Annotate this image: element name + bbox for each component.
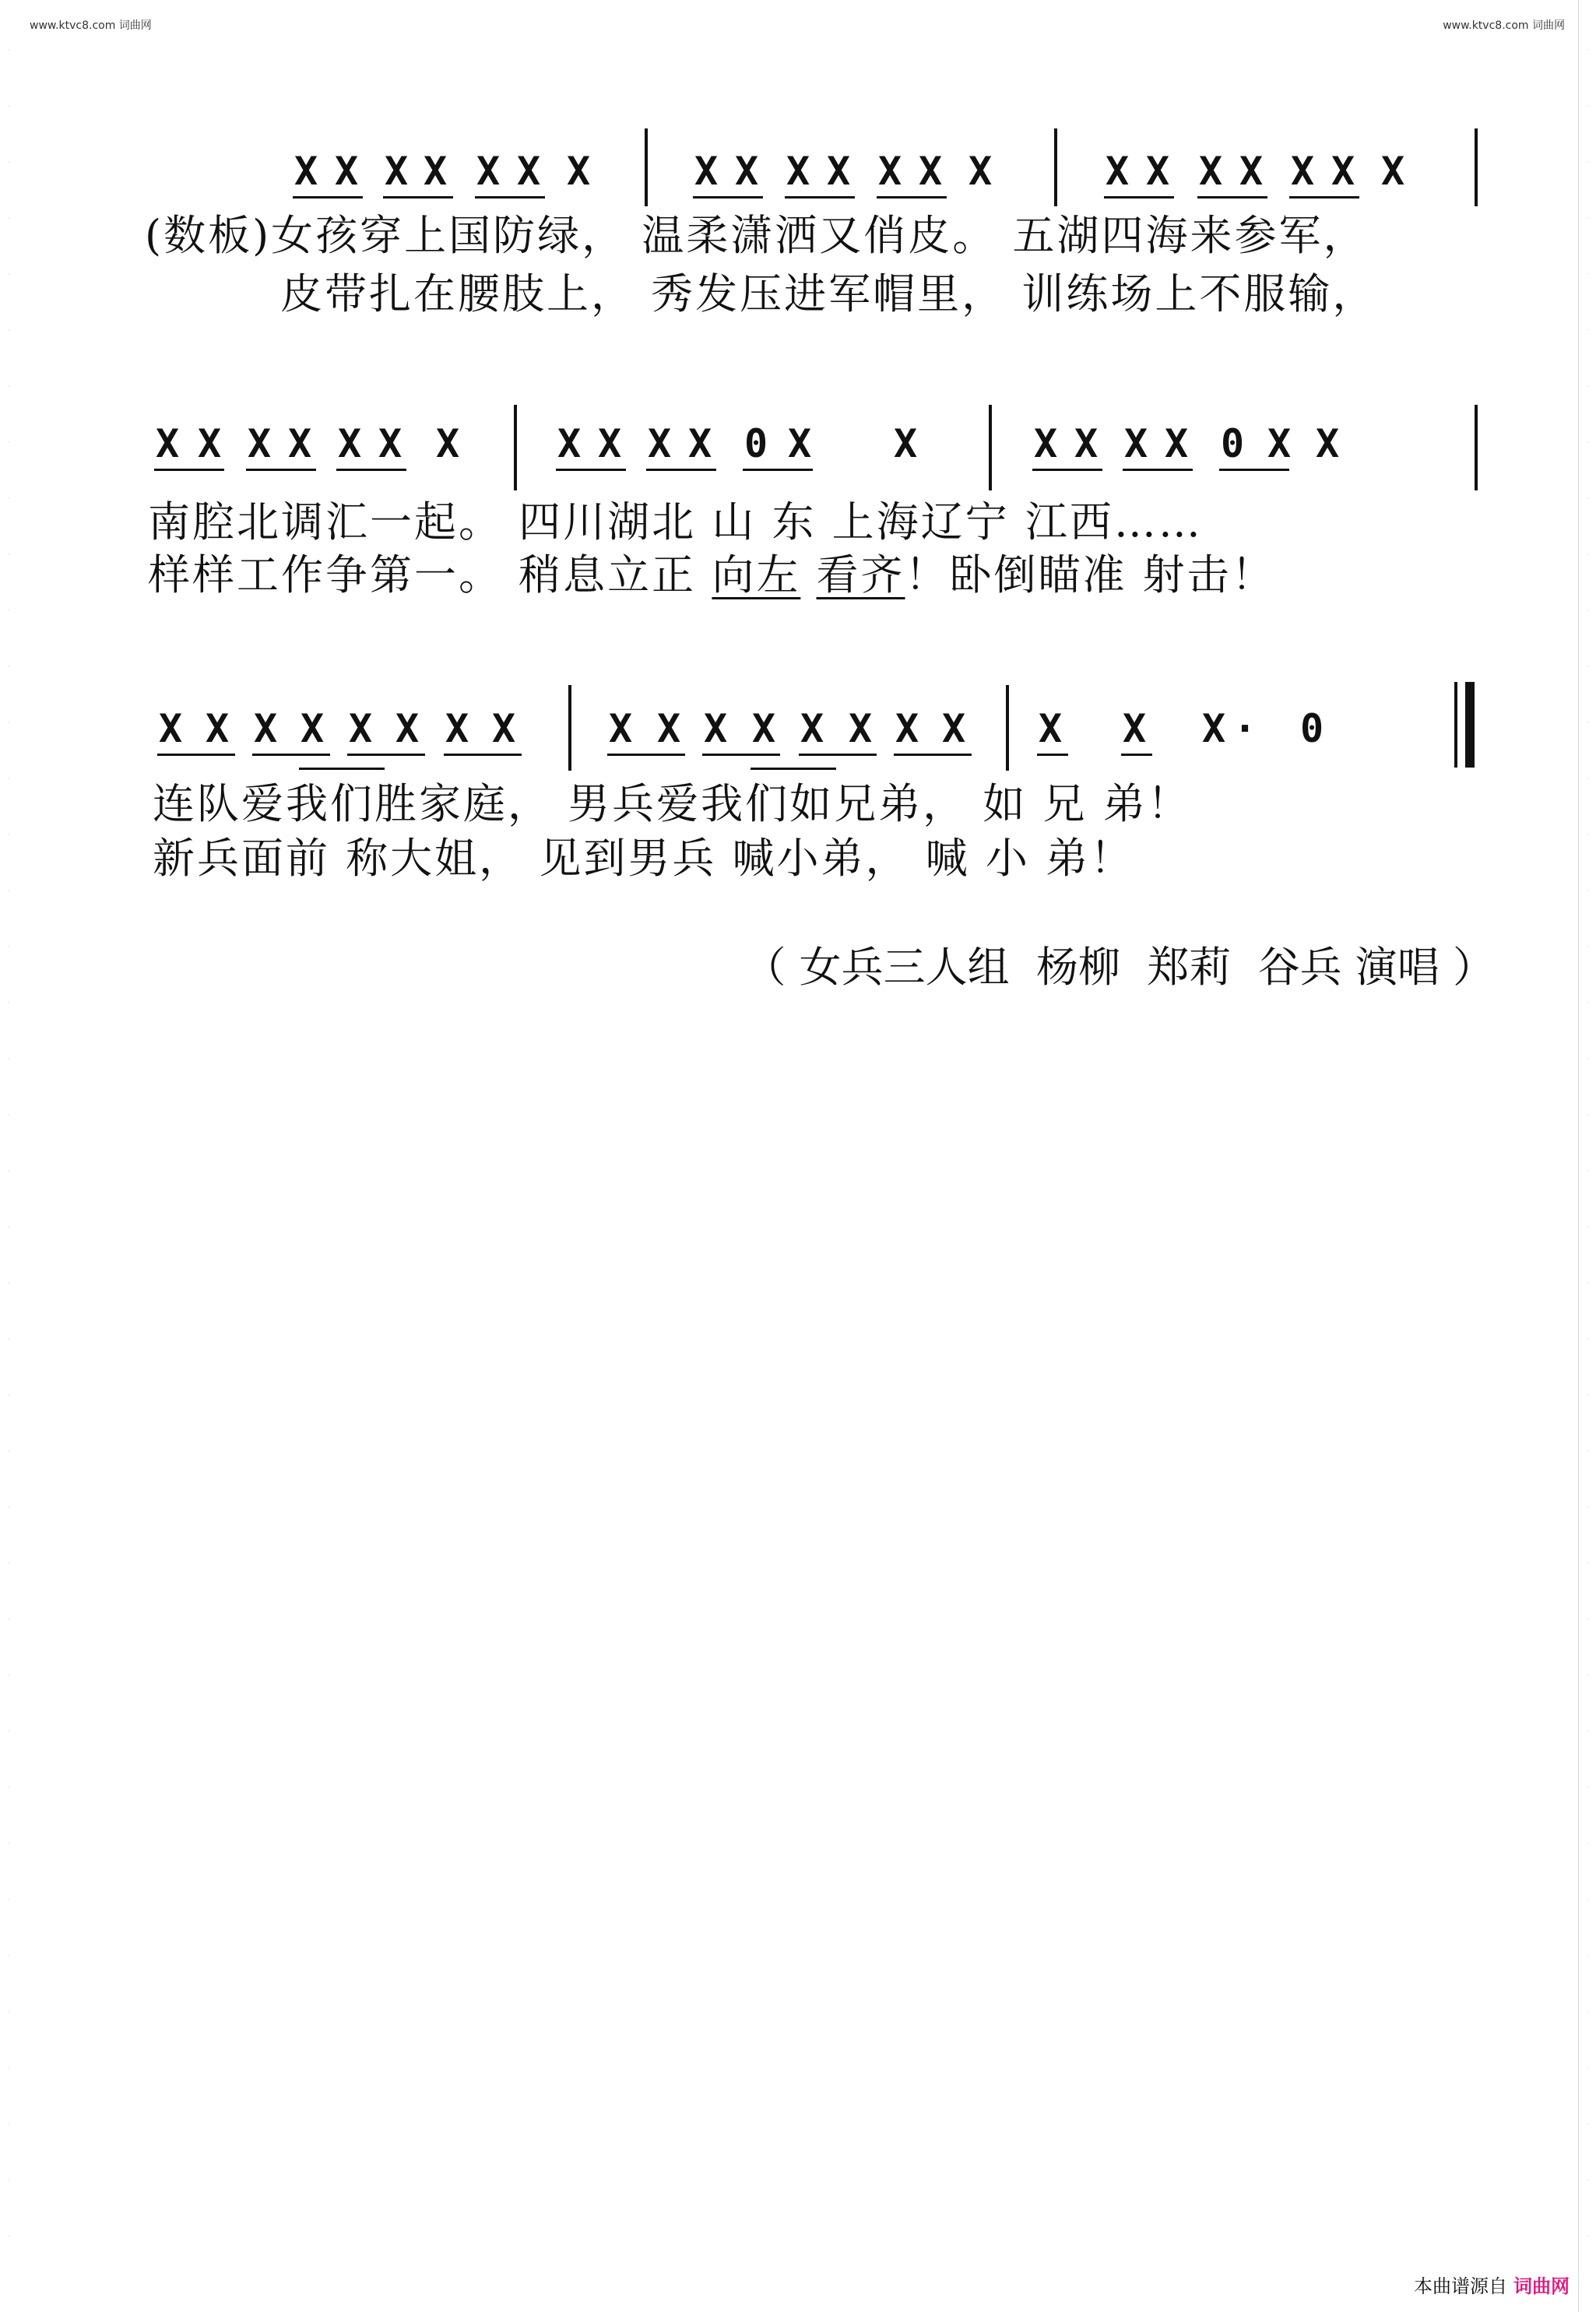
margin-watermark-mark: · <box>1586 1112 1589 1119</box>
margin-watermark-mark: · <box>1586 215 1589 223</box>
margin-watermark-mark: · <box>7 1560 10 1568</box>
margin-watermark-mark: · <box>7 2233 10 2240</box>
note: X <box>598 421 622 466</box>
lyric-line <box>148 550 1276 601</box>
margin-watermark-mark: · <box>1586 2008 1589 2016</box>
margin-watermark-mark: · <box>7 1952 10 1960</box>
margin-watermark-mark: · <box>7 2121 10 2128</box>
right-margin-watermark-strip <box>1582 47 1593 2265</box>
rest: 0 <box>1300 706 1324 751</box>
margin-watermark-mark: · <box>1586 1000 1589 1007</box>
note: X <box>1146 149 1170 194</box>
note: X <box>335 149 359 194</box>
margin-watermark-mark: · <box>7 1392 10 1400</box>
beam <box>475 196 545 199</box>
margin-watermark-mark: · <box>7 271 10 279</box>
margin-watermark-mark: · <box>1586 439 1589 447</box>
header-left-watermark: www.ktvc8.com 词曲网 <box>30 19 152 32</box>
margin-watermark-mark: · <box>7 327 10 335</box>
note: X <box>1202 706 1226 751</box>
right-edge-rule <box>1578 0 1579 2312</box>
margin-watermark-mark: · <box>1586 887 1589 895</box>
barline <box>1475 128 1478 206</box>
margin-watermark-mark: · <box>1586 2121 1589 2128</box>
note: X <box>156 421 180 466</box>
margin-watermark-mark: · <box>1586 383 1589 391</box>
margin-watermark-mark: · <box>7 1280 10 1288</box>
margin-watermark-mark: · <box>1586 1784 1589 1792</box>
margin-watermark-mark: · <box>7 1448 10 1456</box>
margin-watermark-mark: · <box>7 159 10 167</box>
note: X <box>436 421 460 466</box>
lyric-line: 南腔北调汇一起。 四川湖北 山 东 上海辽宁 江西…… <box>148 497 1203 546</box>
note: X <box>1124 421 1148 466</box>
beam <box>299 768 385 770</box>
margin-watermark-mark: · <box>7 383 10 391</box>
margin-watermark-mark: · <box>1586 1280 1589 1288</box>
margin-watermark-mark: · <box>1586 495 1589 503</box>
note: X <box>248 421 272 466</box>
beam <box>154 469 224 471</box>
note: X <box>288 421 312 466</box>
lyric-line: 新兵面前 称大姐， 见到男兵 喊小弟， 喊 小 弟！ <box>153 834 1134 883</box>
note: X <box>1316 421 1340 466</box>
margin-watermark-mark: · <box>1586 1336 1589 1344</box>
note: X <box>895 706 919 751</box>
note: X <box>349 706 373 751</box>
margin-watermark-mark: · <box>7 943 10 951</box>
final-barline-thin <box>1454 682 1457 768</box>
note: X <box>1034 421 1058 466</box>
beam <box>693 196 763 199</box>
note: X <box>752 706 776 751</box>
note: X <box>385 149 409 194</box>
margin-watermark-mark: · <box>1586 1168 1589 1175</box>
margin-watermark-mark: · <box>1586 1728 1589 1736</box>
margin-watermark-mark: · <box>7 2177 10 2184</box>
margin-watermark-mark: · <box>1586 1616 1589 1624</box>
margin-watermark-mark: · <box>7 1336 10 1344</box>
margin-watermark-mark: · <box>7 1784 10 1792</box>
note: X <box>788 421 812 466</box>
note: X <box>1381 149 1405 194</box>
beam <box>444 754 522 756</box>
note: X <box>1291 149 1315 194</box>
note: X <box>338 421 362 466</box>
beam <box>1289 196 1359 199</box>
performer-credit: （ 女兵三人组 杨柳 郑莉 谷兵 演唱 ） <box>744 943 1495 992</box>
note: X <box>968 149 993 194</box>
beam <box>894 754 972 756</box>
margin-watermark-mark: · <box>7 1616 10 1624</box>
barline <box>989 405 992 490</box>
margin-watermark-mark: · <box>7 775 10 783</box>
note: X <box>424 149 448 194</box>
margin-watermark-mark: · <box>1586 103 1589 111</box>
beam <box>252 754 330 756</box>
lyric-segment-underlined: 看齐 <box>816 550 905 599</box>
note: X <box>735 149 759 194</box>
beam <box>751 768 836 770</box>
margin-watermark-mark: · <box>1586 1896 1589 1904</box>
note: X <box>1199 149 1223 194</box>
margin-watermark-mark: · <box>7 1168 10 1175</box>
rhythm-line-2 <box>0 420 1596 467</box>
note: X <box>294 149 318 194</box>
beam <box>877 196 947 199</box>
rhythm-line-3 <box>0 705 1596 752</box>
margin-watermark-mark: · <box>1586 1448 1589 1456</box>
beam <box>607 754 685 756</box>
note: X <box>849 706 873 751</box>
margin-watermark-mark: · <box>1586 1224 1589 1232</box>
beam <box>1032 469 1102 471</box>
beam <box>246 469 316 471</box>
note: X <box>1039 706 1063 751</box>
note: X <box>657 706 681 751</box>
beam <box>1197 196 1267 199</box>
note: X <box>704 706 728 751</box>
beam <box>702 754 780 756</box>
rest: 0 <box>1221 421 1245 466</box>
margin-watermark-mark: · <box>1586 271 1589 279</box>
note: X <box>1267 421 1292 466</box>
margin-watermark-mark: · <box>1586 775 1589 783</box>
beam <box>799 754 877 756</box>
note: X <box>492 706 516 751</box>
note: X <box>567 149 591 194</box>
margin-watermark-mark: · <box>7 887 10 895</box>
margin-watermark-mark: · <box>7 607 10 615</box>
margin-watermark-mark: · <box>1586 1560 1589 1568</box>
beam <box>336 469 406 471</box>
note: X <box>557 421 582 466</box>
margin-watermark-mark: · <box>7 1728 10 1736</box>
note: X <box>476 149 501 194</box>
augmentation-dot: · <box>1233 706 1257 751</box>
note: X <box>159 706 183 751</box>
note: X <box>894 421 918 466</box>
note: X <box>919 149 943 194</box>
margin-watermark-mark: · <box>7 1840 10 1848</box>
footer-label: 本曲谱源自 <box>1414 2275 1507 2297</box>
barline <box>1006 685 1009 771</box>
margin-watermark-mark: · <box>7 1000 10 1007</box>
note: X <box>609 706 633 751</box>
footer-site-link[interactable]: 词曲网 <box>1513 2275 1570 2297</box>
note: X <box>517 149 541 194</box>
note: X <box>878 149 902 194</box>
beam <box>1037 754 1068 756</box>
final-barline-thick <box>1465 682 1475 768</box>
margin-watermark-mark: · <box>7 2008 10 2016</box>
margin-watermark-mark: · <box>1586 1056 1589 1063</box>
barline <box>645 128 648 206</box>
margin-watermark-mark: · <box>7 2064 10 2072</box>
beam <box>1104 196 1174 199</box>
beam <box>785 196 855 199</box>
note: X <box>800 706 824 751</box>
lyric-segment <box>800 550 816 599</box>
margin-watermark-mark: · <box>1586 47 1589 54</box>
margin-watermark-mark: · <box>1586 943 1589 951</box>
margin-watermark-mark: · <box>7 1896 10 1904</box>
note: X <box>1165 421 1189 466</box>
beam <box>556 469 626 471</box>
beam <box>1219 469 1289 471</box>
note: X <box>786 149 810 194</box>
barline <box>1475 405 1478 490</box>
margin-watermark-mark: · <box>1586 1672 1589 1680</box>
beam <box>293 196 363 199</box>
margin-watermark-mark: · <box>7 1224 10 1232</box>
note: X <box>688 421 712 466</box>
margin-watermark-mark: · <box>1586 831 1589 839</box>
lyric-segment: 样样工作争第一。 稍息立正 <box>148 550 712 599</box>
margin-watermark-mark: · <box>7 1112 10 1119</box>
margin-watermark-mark: · <box>1586 2177 1589 2184</box>
note: X <box>827 149 851 194</box>
note: X <box>694 149 719 194</box>
note: X <box>1074 421 1099 466</box>
note: X <box>378 421 403 466</box>
margin-watermark-mark: · <box>7 215 10 223</box>
barline <box>1054 128 1057 206</box>
lyric-line: (数板)女孩穿上国防绿， 温柔潇洒又俏皮。 五湖四海来参军， <box>145 211 1368 260</box>
rest: 0 <box>744 421 768 466</box>
margin-watermark-mark: · <box>1586 607 1589 615</box>
note: X <box>206 706 230 751</box>
note: X <box>1123 706 1147 751</box>
note: X <box>648 421 672 466</box>
note: X <box>395 706 420 751</box>
beam <box>157 754 235 756</box>
margin-watermark-mark: · <box>1586 2064 1589 2072</box>
note: X <box>198 421 222 466</box>
margin-watermark-mark: · <box>1586 2233 1589 2240</box>
note: X <box>1331 149 1355 194</box>
barline <box>568 685 571 771</box>
margin-watermark-mark: · <box>7 495 10 503</box>
margin-watermark-mark: · <box>7 103 10 111</box>
beam <box>646 469 716 471</box>
margin-watermark-mark: · <box>7 1056 10 1063</box>
beam <box>743 469 813 471</box>
margin-watermark-mark: · <box>7 719 10 727</box>
margin-watermark-mark: · <box>1586 1952 1589 1960</box>
note: X <box>942 706 966 751</box>
lyric-segment: ！卧倒瞄准 射击！ <box>905 550 1276 599</box>
margin-watermark-mark: · <box>7 1504 10 1512</box>
margin-watermark-mark: · <box>1586 663 1589 671</box>
margin-watermark-mark: · <box>1586 719 1589 727</box>
note: X <box>254 706 278 751</box>
rhythm-line-1 <box>0 148 1596 195</box>
margin-watermark-mark: · <box>1586 1840 1589 1848</box>
note: X <box>1106 149 1130 194</box>
margin-watermark-mark: · <box>1586 327 1589 335</box>
beam <box>1121 754 1152 756</box>
margin-watermark-mark: · <box>1586 1392 1589 1400</box>
barline <box>514 405 517 490</box>
margin-watermark-mark: · <box>1586 551 1589 559</box>
lyric-line: 连队爱我们胜家庭， 男兵爱我们如兄弟， 如 兄 弟！ <box>153 779 1192 828</box>
margin-watermark-mark: · <box>7 47 10 54</box>
note: X <box>1239 149 1264 194</box>
beam <box>347 754 425 756</box>
note: X <box>445 706 469 751</box>
header-right-watermark: www.ktvc8.com 词曲网 <box>1443 19 1565 32</box>
margin-watermark-mark: · <box>7 1672 10 1680</box>
margin-watermark-mark: · <box>7 439 10 447</box>
beam <box>1123 469 1193 471</box>
margin-watermark-mark: · <box>7 551 10 559</box>
footer-source <box>1414 2271 1570 2298</box>
margin-watermark-mark: · <box>7 663 10 671</box>
beam <box>383 196 453 199</box>
lyric-segment-underlined: 向左 <box>712 550 801 599</box>
margin-watermark-mark: · <box>7 831 10 839</box>
margin-watermark-mark: · <box>1586 1504 1589 1512</box>
margin-watermark-mark: · <box>1586 159 1589 167</box>
lyric-line: 皮带扎在腰肢上， 秀发压进军帽里， 训练场上不服输， <box>280 269 1377 318</box>
note: X <box>301 706 325 751</box>
